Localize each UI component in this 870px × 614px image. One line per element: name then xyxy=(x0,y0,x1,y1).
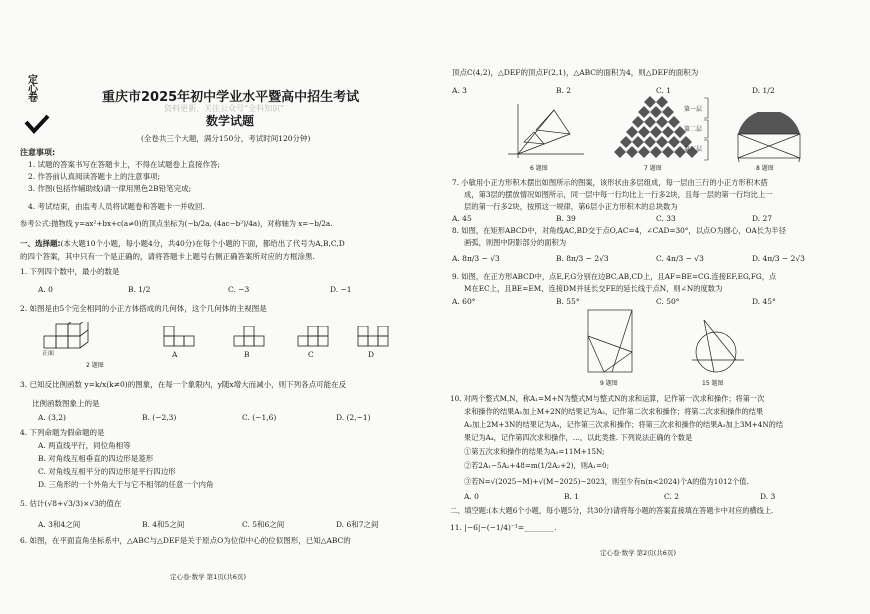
option: B. 1 xyxy=(564,492,580,501)
view-option-d-figure xyxy=(356,326,390,350)
option: A. 3 xyxy=(452,86,467,95)
option: D. −1 xyxy=(330,285,352,294)
coordinate-figure-6 xyxy=(504,100,588,160)
check-icon xyxy=(24,114,50,134)
section1-text-line2: 的四个答案，其中只有一个是正确的，请将答题卡上题号右侧正确答案所对应的方框涂黑. xyxy=(20,252,315,261)
option: A. 60° xyxy=(452,297,476,306)
option: B. 1/2 xyxy=(128,285,151,294)
figure-caption: 9 题图 xyxy=(600,380,618,387)
note-item: 4. 考试结束，由监考人员将试题卷和答题卡一并收回. xyxy=(28,202,205,211)
section1-text: (本大题10个小题，每小题4分，共40分)在每个小题的下面，都给出了代号为A,B,C,D xyxy=(60,239,345,248)
front-label: 正面 xyxy=(42,350,55,357)
question-stem-cont: 比例函数图象上的是 xyxy=(32,399,100,408)
rectangle-arc-figure-8 xyxy=(732,112,806,162)
note-item: 2. 作答前认真阅读答题卡上的注意事项; xyxy=(28,172,161,181)
option: B. 2 xyxy=(556,86,572,95)
question-stem: 2. 如图是由5个完全相同的小正方体搭成的几何体，这个几何体的主视图是 xyxy=(20,304,267,313)
question-stem-cont: 成，第3层的摆放情况如图所示，同一层中每一行均比上一行多2块，且每一层的第一行均比上一 xyxy=(464,190,773,199)
left-page xyxy=(6,0,426,614)
layer-label: 第一层 xyxy=(684,106,703,113)
statement: ③若N=√(2025−M)+√(M−2025)−2023，则至少有n(n<2024)个A的值为1012个值. xyxy=(464,477,749,486)
question-stem-cont: 果记为A₄，记作第四次求和操作，…，以此类推. 下列说法正确的个数是 xyxy=(464,433,693,442)
question-stem: 7. 小敏用小正方形积木摆出如图所示的图案，该形状由多层组成，每一层由三行的小正方形积木搭 xyxy=(452,178,768,187)
view-option-c-figure xyxy=(296,326,330,350)
question-stem: 4. 下列命题为假命题的是 xyxy=(20,428,105,437)
option: C. 50° xyxy=(656,297,680,306)
figure-caption: 2 题图 xyxy=(86,362,104,369)
figure-caption: 6 题图 xyxy=(530,165,548,172)
option: C. 2 xyxy=(664,492,680,501)
option: B. 55° xyxy=(556,297,580,306)
option: A. 45 xyxy=(452,214,472,223)
note-item: 1. 试题的答案书写在答题卡上，不得在试题卷上直接作答; xyxy=(28,160,221,169)
question-stem-cont: 顶点C(4,2)，△DEF的顶点F(2,1)，△ABC的面积为4，则△DEF的面积为 xyxy=(452,68,699,77)
option: D. (2,−1) xyxy=(336,413,371,422)
option: A. 0 xyxy=(38,285,53,294)
question-stem: 10. 对两个整式M,N，称A₁=M+N为整式M与整式N的求和运算，记作第一次求和操作；将第一次 xyxy=(450,394,765,403)
option: C. 5和6之间 xyxy=(242,520,285,529)
question-stem: 5. 估计(√8+√3/3)×√3的值在 xyxy=(20,499,122,508)
figure-caption: 15 题图 xyxy=(702,380,724,387)
option: B. 39 xyxy=(556,214,576,223)
watermark-text: 资料更新，关注公众号“全科知识” xyxy=(164,104,285,113)
question-stem-cont: 求和操作的结果A₁加上M+2N的结果记为A₂，记作第二次求和操作；将第二次求和操作的结果 xyxy=(464,407,764,416)
section1-heading: 一、选择题: xyxy=(20,239,61,248)
layer-label: 第二层 xyxy=(684,126,703,133)
question-stem-cont: M在EC上，且BE=EM，连接DM并延长交FE的延长线于点N，则∠N的度数为 xyxy=(464,284,723,293)
notes-heading: 注意事项: xyxy=(20,148,56,157)
option: D. 三角形的一个外角大于与它不相邻的任意一个内角 xyxy=(38,480,214,489)
option: B. 8π/3 − 2√3 xyxy=(556,254,609,263)
option: A. 3和4之间 xyxy=(38,520,81,529)
option: D xyxy=(368,350,375,359)
option: C. 对角线互相平分的四边形是平行四边形 xyxy=(38,467,176,476)
option: C xyxy=(308,350,314,359)
statement: ②若2A₁−5A₂+48=m(1/2A₂+2)，则A₁=0; xyxy=(464,461,609,470)
view-option-a-figure xyxy=(162,326,196,350)
view-option-b-figure xyxy=(232,326,266,350)
option: D. 27 xyxy=(752,214,773,223)
question-stem: 8. 如图，在矩形ABCD中，对角线AC,BD交于点O,AC=4，∠CAD=30°，以点O为圆心，OA长为半径 xyxy=(452,226,786,235)
question-11: 11. |−6|−(−1/4)⁻¹=________. xyxy=(450,523,557,532)
option: C. (−1,6) xyxy=(242,413,277,422)
paper-subtitle: 数学试题 xyxy=(206,114,255,128)
figure-caption: 7 题图 xyxy=(644,165,662,172)
question-stem-cont: 层的第一行多2块，按照这一规律，第6层小正方形积木的总块数为 xyxy=(464,202,678,211)
option: B. 对角线互相垂直的四边形是菱形 xyxy=(38,454,154,463)
page-footer: 定心卷·数学 第2页(共6页) xyxy=(600,549,676,557)
square-figure-9 xyxy=(582,306,636,376)
page-footer: 定心卷·数学 第1页(共6页) xyxy=(170,573,246,581)
circle-figure-15 xyxy=(684,316,748,376)
option: B. 4和5之间 xyxy=(142,520,185,529)
section1-intro xyxy=(20,239,345,248)
exam-info: (全卷共三个大题，满分150分，考试时间120分钟) xyxy=(141,134,311,143)
reference-formula: 参考公式:抛物线 y=ax²+bx+c(a≠0)的顶点坐标为(−b/2a, (4ac−b²)/4a)，对称轴为 x=−b/2a. xyxy=(20,219,333,228)
note-item: 3. 作图(包括作辅助线)请一律用黑色2B铅笔完成; xyxy=(28,184,192,193)
layer-label: 第三层 xyxy=(684,146,703,153)
option: D. 1/2 xyxy=(752,86,775,95)
right-page xyxy=(440,0,860,614)
option: B xyxy=(244,350,250,359)
option: C. 33 xyxy=(656,214,676,223)
option: C. −3 xyxy=(228,285,250,294)
option: A. 8π/3 − √3 xyxy=(452,254,500,263)
option: A xyxy=(172,350,178,359)
option: A. (3,2) xyxy=(38,413,66,422)
exam-title: 重庆市2025年初中学业水平暨高中招生考试 xyxy=(102,90,360,105)
seal-text: 定心卷 xyxy=(25,74,37,101)
option: D. 3 xyxy=(760,492,776,501)
option: A. 两直线平行，同位角相等 xyxy=(38,441,131,450)
question-stem-cont: 画弧，则图中阴影部分的面积为 xyxy=(464,238,567,247)
statement: ①第五次求和操作的结果为A₅=11M+15N; xyxy=(464,447,605,456)
seal-logo xyxy=(24,74,52,132)
option: C. 1 xyxy=(656,86,672,95)
option: A. 0 xyxy=(464,492,479,501)
question-stem: 6. 如图，在平面直角坐标系中，△ABC与△DEF是关于原点O为位似中心的位似图形，已知△ABC的 xyxy=(20,536,351,545)
option: D. 6和7之间 xyxy=(336,520,379,529)
option: C. 4π/3 − √3 xyxy=(656,254,704,263)
question-stem: 3. 已知反比例函数 y=k/x(k≠0)的图象，在每一个象限内，y随x增大而减小，则下列各点可能在反 xyxy=(20,380,347,389)
question-stem: 9. 如图，在正方形ABCD中，点E,F,G分别在边BC,AB,CD上，且AF=BE=CG.连接EF,EG,FG，点 xyxy=(452,272,777,281)
option: B. (−2,3) xyxy=(142,413,177,422)
option: D. 4π/3 − 2√3 xyxy=(752,254,805,263)
figure-caption: 8 题图 xyxy=(756,165,774,172)
option: D. 45° xyxy=(752,297,776,306)
question-stem-cont: A₂加上2M+3N的结果记为A₃，记作第三次求和操作；将第三次求和操作的结果A₃加上3M+4N的结 xyxy=(464,420,784,429)
question-stem: 1. 下列四个数中，最小的数是 xyxy=(20,267,120,276)
section2-heading: 二、填空题:(本大题6个小题，每小题5分，共30分)请将每小题的答案直接填在答题卡中对应的横线上. xyxy=(450,506,774,515)
